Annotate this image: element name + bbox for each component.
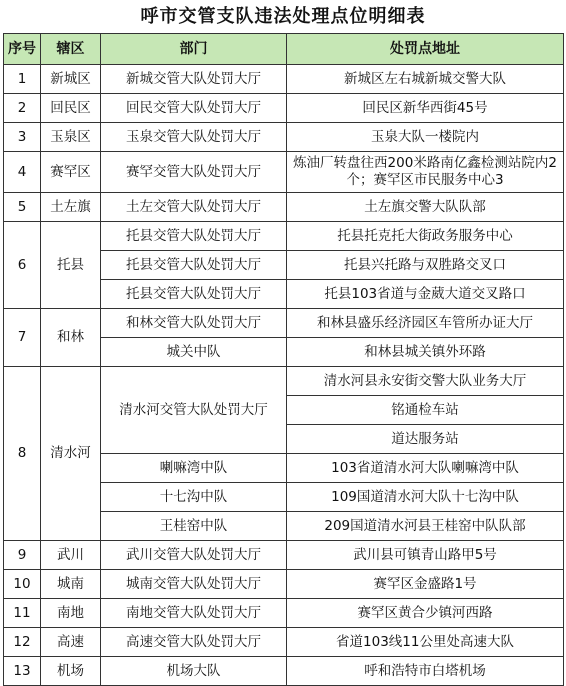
row-district: 武川 xyxy=(41,541,101,570)
table-row xyxy=(4,123,564,152)
table-row xyxy=(4,309,564,338)
header-department: 部门 xyxy=(101,34,287,65)
row-department: 城南交管大队处罚大厅 xyxy=(101,570,287,599)
row-department: 赛罕交管大队处罚大厅 xyxy=(101,152,287,193)
page-title: 呼市交管支队违法处理点位明细表 xyxy=(140,6,426,27)
row-address: 呼和浩特市白塔机场 xyxy=(287,657,564,686)
row-no: 3 xyxy=(4,123,41,152)
row-district: 土左旗 xyxy=(41,193,101,222)
row-address: 道达服务站 xyxy=(287,425,564,454)
row-address: 托县托克托大街政务服务中心 xyxy=(287,222,564,251)
row-no: 7 xyxy=(4,309,41,367)
row-no: 1 xyxy=(4,65,41,94)
table-row xyxy=(4,94,564,123)
row-no: 2 xyxy=(4,94,41,123)
row-no: 13 xyxy=(4,657,41,686)
row-address: 赛罕区金盛路1号 xyxy=(287,570,564,599)
row-address: 103省道清水河大队喇嘛湾中队 xyxy=(287,454,564,483)
table-row xyxy=(4,193,564,222)
row-address: 炼油厂转盘往西200米路南亿鑫检测站院内2个；赛罕区市民服务中心3 xyxy=(287,152,564,193)
row-address: 托县兴托路与双胜路交叉口 xyxy=(287,251,564,280)
row-district: 托县 xyxy=(41,222,101,309)
row-district: 赛罕区 xyxy=(41,152,101,193)
row-department: 新城交管大队处罚大厅 xyxy=(101,65,287,94)
row-department: 托县交管大队处罚大厅 xyxy=(101,280,287,309)
table-row xyxy=(4,628,564,657)
row-district: 南地 xyxy=(41,599,101,628)
row-department: 土左交管大队处罚大厅 xyxy=(101,193,287,222)
table-row xyxy=(4,541,564,570)
row-no: 11 xyxy=(4,599,41,628)
row-address: 109国道清水河大队十七沟中队 xyxy=(287,483,564,512)
table-row xyxy=(4,222,564,251)
table-row xyxy=(4,152,564,193)
row-no: 12 xyxy=(4,628,41,657)
row-department: 十七沟中队 xyxy=(101,483,287,512)
penalty-points-table xyxy=(3,33,564,686)
row-no: 8 xyxy=(4,367,41,541)
row-address: 清水河县永安街交警大队业务大厅 xyxy=(287,367,564,396)
row-district: 机场 xyxy=(41,657,101,686)
row-district: 回民区 xyxy=(41,94,101,123)
table-row xyxy=(4,367,564,396)
row-address: 和林县城关镇外环路 xyxy=(287,338,564,367)
row-no: 4 xyxy=(4,152,41,193)
table-row xyxy=(4,570,564,599)
row-district: 新城区 xyxy=(41,65,101,94)
row-address: 赛罕区黄合少镇河西路 xyxy=(287,599,564,628)
row-address: 土左旗交警大队队部 xyxy=(287,193,564,222)
row-department: 清水河交管大队处罚大厅 xyxy=(101,367,287,454)
row-address: 回民区新华西街45号 xyxy=(287,94,564,123)
row-no: 10 xyxy=(4,570,41,599)
header-no: 序号 xyxy=(4,34,41,65)
row-address: 省道103线11公里处高速大队 xyxy=(287,628,564,657)
row-district: 和林 xyxy=(41,309,101,367)
row-address: 武川县可镇青山路甲5号 xyxy=(287,541,564,570)
table-row xyxy=(4,657,564,686)
row-department: 南地交管大队处罚大厅 xyxy=(101,599,287,628)
row-department: 托县交管大队处罚大厅 xyxy=(101,222,287,251)
row-department: 喇嘛湾中队 xyxy=(101,454,287,483)
row-address: 托县103省道与金葳大道交叉路口 xyxy=(287,280,564,309)
row-department: 回民交管大队处罚大厅 xyxy=(101,94,287,123)
row-district: 高速 xyxy=(41,628,101,657)
row-district: 城南 xyxy=(41,570,101,599)
row-department: 王桂窑中队 xyxy=(101,512,287,541)
header-district: 辖区 xyxy=(41,34,101,65)
row-department: 和林交管大队处罚大厅 xyxy=(101,309,287,338)
row-department: 机场大队 xyxy=(101,657,287,686)
row-no: 6 xyxy=(4,222,41,309)
row-address: 玉泉大队一楼院内 xyxy=(287,123,564,152)
row-department: 玉泉交管大队处罚大厅 xyxy=(101,123,287,152)
row-address: 新城区左右城新城交警大队 xyxy=(287,65,564,94)
row-district: 清水河 xyxy=(41,367,101,541)
row-department: 托县交管大队处罚大厅 xyxy=(101,251,287,280)
row-address: 和林县盛乐经济园区车管所办证大厅 xyxy=(287,309,564,338)
row-department: 武川交管大队处罚大厅 xyxy=(101,541,287,570)
table-row xyxy=(4,65,564,94)
row-district: 玉泉区 xyxy=(41,123,101,152)
row-address: 209国道清水河县王桂窑中队队部 xyxy=(287,512,564,541)
row-department: 城关中队 xyxy=(101,338,287,367)
row-no: 5 xyxy=(4,193,41,222)
row-no: 9 xyxy=(4,541,41,570)
table-row xyxy=(4,599,564,628)
row-address: 铭通检车站 xyxy=(287,396,564,425)
header-address: 处罚点地址 xyxy=(287,34,564,65)
table-header-row xyxy=(4,34,564,65)
row-department: 高速交管大队处罚大厅 xyxy=(101,628,287,657)
